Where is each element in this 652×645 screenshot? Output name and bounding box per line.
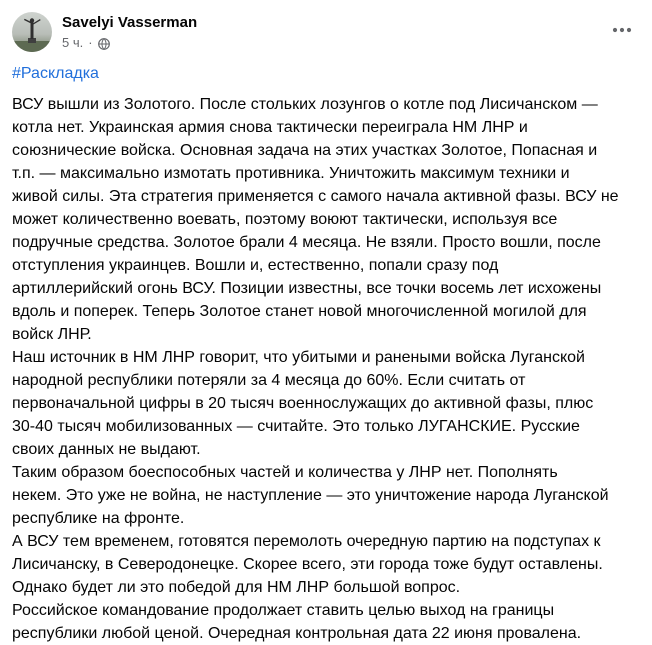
post-text-line: Таким образом боеспособных частей и количества у ЛНР нет. Пополнять [12, 464, 558, 481]
post-text-line: республики любой ценой. Очередная контрольная дата 22 июня провалена. [12, 625, 582, 642]
more-options-button[interactable] [604, 12, 640, 48]
post-text-line: подручные средства. Золотое брали 4 месяца. Не взяли. Просто вошли, после [12, 234, 601, 251]
hashtag-link[interactable]: #Раскладка [12, 65, 99, 82]
more-horizontal-icon [612, 27, 632, 33]
avatar-statue-icon [12, 12, 52, 52]
post-text-line: Однако будет ли это победой для НМ ЛНР большой вопрос. [12, 579, 461, 596]
post-text-line: республике на фронте. [12, 510, 185, 527]
post-text-line: т.п. — максимально измотать противника. Уничтожить максимум техники и [12, 165, 570, 182]
post-text-line: ВСУ вышли из Золотого. После стольких лозунгов о котле под Лисичанском — [12, 96, 598, 113]
post-text-line: своих данных не выдают. [12, 441, 201, 458]
post-text-line: Наш источник в НМ ЛНР говорит, что убитыми и ранеными войска Луганской [12, 349, 585, 366]
post-text-line: 30-40 тысяч мобилизованных — считайте. Это только ЛУГАНСКИЕ. Русские [12, 418, 580, 435]
post-text-line: войск ЛНР. [12, 326, 92, 343]
post-text-line: союзнические войска. Основная задача на этих участках Золотое, Попасная и [12, 142, 598, 159]
post-text-line: живой силы. Эта стратегия применяется с самого начала активной фазы. ВСУ не [12, 188, 619, 205]
post-text-line: артиллерийский огонь ВСУ. Позиции известны, все точки восемь лет исхожены [12, 280, 602, 297]
post-timestamp[interactable]: 5 ч. [62, 35, 84, 50]
post-subline [62, 34, 197, 52]
post-text-line: народной республики потеряли за 4 месяца до 60%. Если считать от [12, 372, 526, 389]
globe-icon[interactable] [98, 37, 110, 49]
post-text-line: Российское командование продолжает ставить целью выход на границы [12, 602, 555, 619]
separator-dot: · [88, 35, 93, 50]
post-text-line: Лисичанску, в Северодонецке. Скорее всего, эти города тоже будут оставлены. [12, 556, 603, 573]
author-name[interactable]: Savelyi Vasserman [62, 14, 198, 31]
post-text-line: вдоль и поперек. Теперь Золотое станет новой многочисленной могилой для [12, 303, 587, 320]
post-text-line: первоначальной цифры в 20 тысяч военнослужащих до активной фазы, плюс [12, 395, 594, 412]
post-body [12, 93, 642, 645]
post-header [12, 12, 197, 52]
avatar[interactable] [12, 12, 52, 52]
post-text-line: котла нет. Украинская армия снова тактически переиграла НМ ЛНР и [12, 119, 528, 136]
post-text-line: А ВСУ тем временем, готовятся перемолоть очередную партию на подступах к [12, 533, 601, 550]
post-text-line: отступления украинцев. Вошли и, естественно, попали сразу под [12, 257, 499, 274]
post-text-line: некем. Это уже не война, не наступление — это уничтожение народа Луганской [12, 487, 609, 504]
post-meta [62, 13, 197, 52]
post-text-line: может количественно воевать, поэтому воюют тактически, используя все [12, 211, 558, 228]
